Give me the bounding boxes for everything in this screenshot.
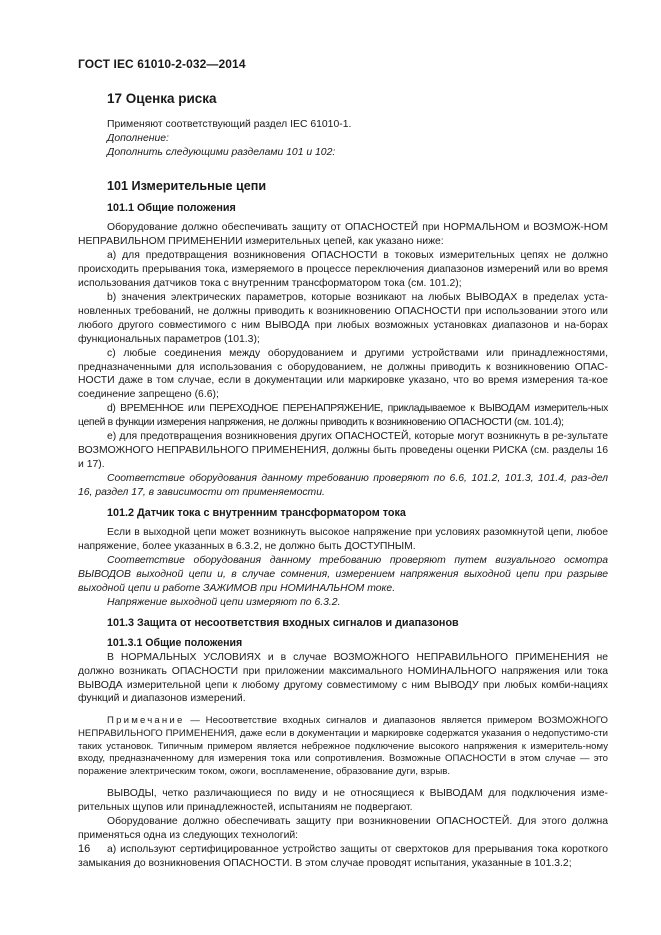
s101-1-item-c: c) любые соединения между оборудованием и другими устройствами или принадлежностями, предназначенными для использования с оборудованием, не должны приводить к возникновению ОПАС-НОСТИ даже в том случае, если в документации или маркировке указано, что во время измерения та-кое соединение запрещено (6.6); (78, 347, 608, 401)
sec17-line-3: Дополнить следующими разделами 101 и 102: (107, 146, 336, 158)
sec17-line-2: Дополнение: (107, 132, 169, 144)
sec17-line-1: Применяют соответствующий раздел IEC 61010-1. (107, 118, 352, 130)
s101-1-item-d: d) ВРЕМЕННОЕ или ПЕРЕХОДНОЕ ПЕРЕНАПРЯЖЕНИЕ, прикладываемое к ВЫВОДАМ измеритель-ных цепей в функции измерения напряжения, не должны приводить к возникновению ОПАСНОСТИ (см. 101.4); (78, 403, 608, 429)
page-content (78, 88, 608, 871)
section-101-3-1-title: 101.3.1 Общие положения (107, 636, 243, 649)
section-101-2-title: 101.2 Датчик тока с внутренним трансформатором тока (107, 506, 406, 519)
s101-2-measure: Напряжение выходной цепи измеряют по 6.3.2. (107, 597, 341, 608)
note-text: — Несоответствие входных сигналов и диапазонов является примером ВОЗМОЖНОГО НЕПРАВИЛЬНОГО ПРИМЕНЕНИЯ, даже если в документации и маркировке содержатся указания о недопустимо-сти таких установок. Типичным примером является небрежное подключение высокого напряжения к измеритель-ному входу, предназначенному для измерения тока или сопротивления. Возможные ОПАСНОСТИ в этом случае — это поражение электрическим током, ожоги, воспламенение, образование дуги, взрыв. (78, 715, 608, 777)
s101-1-compliance: Соответствие оборудования данному требованию проверяют по 6.6, 101.2, 101.3, 101.4, раз-дел 16, раздел 17, в зависимости от применяемости. (78, 472, 608, 498)
s101-3-1-para-3: Оборудование должно обеспечивать защиту при возникновении ОПАСНОСТЕЙ. Для этого должна применяться одна из следующих технологий: (78, 816, 608, 842)
page-number: 16 (78, 843, 91, 855)
note-label: Примечание (107, 715, 185, 727)
s101-1-item-a: a) для предотвращения возникновения ОПАСНОСТИ в токовых измерительных цепях не должно происходить прерывания тока, измеряемого в процессе переключения диапазонов измерений или во время использования датчиков тока с внутренним трансформатором тока (см. 101.2); (78, 250, 608, 290)
standard-header: ГОСТ IEC 61010-2-032—2014 (78, 57, 246, 71)
section-101-3-title: 101.3 Защита от несоответствия входных сигналов и диапазонов (107, 616, 459, 629)
s101-3-1-note (78, 715, 608, 778)
section-101-title: 101 Измерительные цепи (107, 178, 267, 193)
section-101-1-title: 101.1 Общие положения (107, 201, 236, 214)
s101-3-1-para-2: ВЫВОДЫ, четко различающиеся по виду и не относящиеся к ВЫВОДАМ для подключения изме-рительных щупов или принадлежностей, испытаниям не подвергают. (78, 788, 608, 814)
s101-1-item-b: b) значения электрических параметров, которые возникают на любых ВЫВОДАХ в пределах уста-новленных требований, не должны приводить к возникновению ОПАСНОСТИ при использовании этого или любого другого совместимого с ним ВЫВОДА при любых возможных установках диапазонов и на-борах функциональных параметров (101.3); (78, 291, 608, 345)
s101-1-item-e: e) для предотвращения возникновения других ОПАСНОСТЕЙ, которые могут возникнуть в ре-зультате ВОЗМОЖНОГО НЕПРАВИЛЬНОГО ПРИМЕНЕНИЯ, должны быть проведены оценки РИСКА (см. разделы 16 и 17). (78, 431, 608, 470)
s101-3-1-para: В НОРМАЛЬНЫХ УСЛОВИЯХ и в случае ВОЗМОЖНОГО НЕПРАВИЛЬНОГО ПРИМЕНЕНИЯ не должно возникать ОПАСНОСТИ при приложении максимального НОМИНАЛЬНОГО напряжения или тока ВЫВОДА измерительной цепи к любому другому совместимому с ним ВЫВОДУ при любых комби-нациях функций и диапазонов измерений. (78, 651, 608, 705)
s101-2-compliance: Соответствие оборудования данному требованию проверяют путем визуального осмотра ВЫВОДОВ выходной цепи и, в случае сомнения, измерением напряжения выходной цепи при разрыве выходной цепи и работе ЗАЖИМОВ при НОМИНАЛЬНОМ токе. (78, 555, 608, 595)
s101-3-1-item-a: a) используют сертифицированное устройство защиты от сверхтоков для прерывания тока короткого замыкания до возникновения ОПАСНОСТИ. В этом случае проводят испытания, указанные в 101.3.2; (78, 843, 608, 869)
s101-2-para: Если в выходной цепи может возникнуть высокое напряжение при условиях разомкнутой цепи, любое напряжение, более указанных в 6.3.2, не должно быть ДОСТУПНЫМ. (78, 527, 608, 553)
s101-1-para: Оборудование должно обеспечивать защиту от ОПАСНОСТЕЙ при НОРМАЛЬНОМ и ВОЗМОЖ-НОМ НЕПРАВИЛЬНОМ ПРИМЕНЕНИИ измерительных цепей, как указано ниже: (78, 222, 608, 248)
section-17-title: 17 Оценка риска (107, 91, 217, 106)
